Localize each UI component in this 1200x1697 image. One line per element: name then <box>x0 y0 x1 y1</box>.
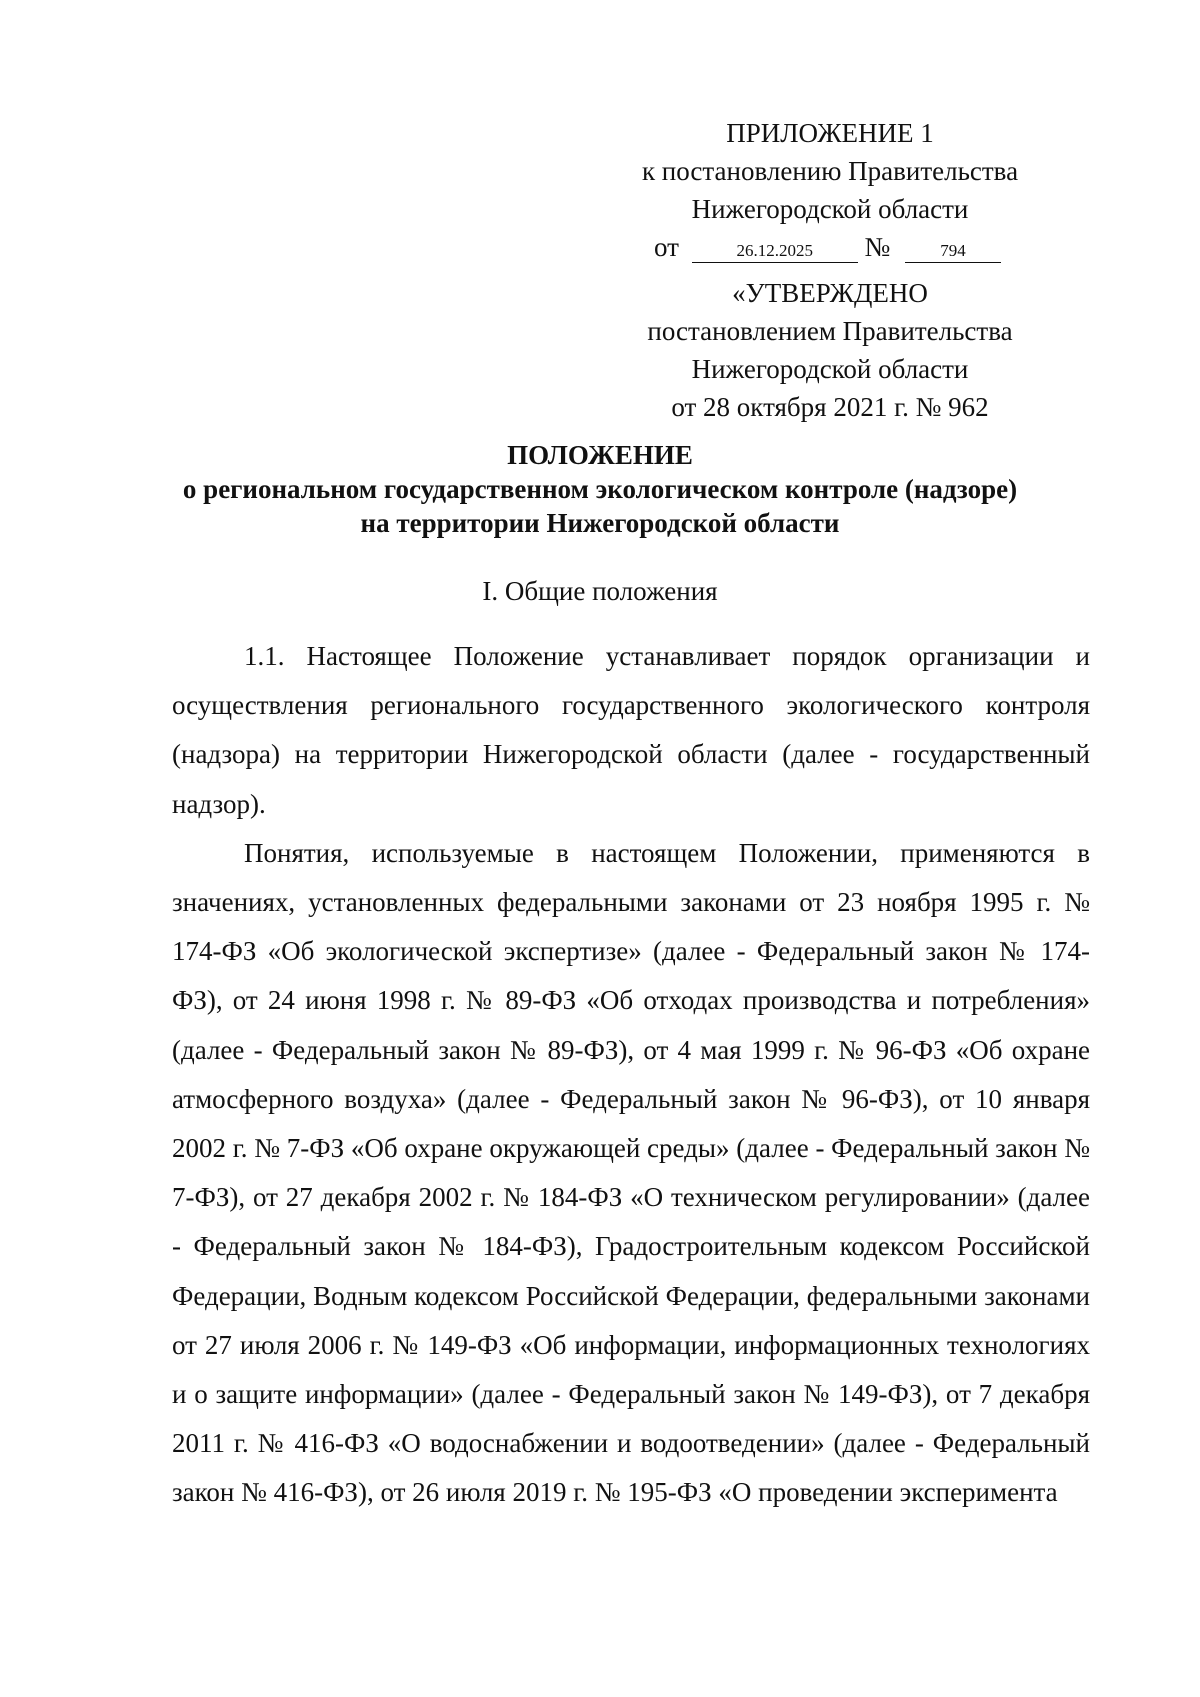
appendix-stamp <box>600 114 1060 266</box>
appendix-label: ПРИЛОЖЕНИЕ 1 <box>726 118 934 148</box>
title-subject: о региональном государственном экологическом контроле (надзоре) <box>182 474 1018 504</box>
paragraph-definitions: Понятия, используемые в настоящем Положении, применяются в значениях, установленных федеральными законами от 23 ноября 1995 г. № 174-ФЗ «Об экологической экспертизе» (далее - Федеральный закон № 174-ФЗ), от 24 июня 1998 г. № 89-ФЗ «Об отходах производства и потребления» (далее - Федеральный закон № 89-ФЗ), от 4 мая 1999 г. № 96-ФЗ «Об охране атмосферного воздуха» (далее - Федеральный закон № 96-ФЗ), от 10 января 2002 г. № 7-ФЗ «Об охране окружающей среды» (далее - Федеральный закон № 7-ФЗ), от 27 декабря 2002 г. № 184-ФЗ «О техническом регулировании» (далее - Федеральный закон № 184-ФЗ), Градостроительным кодексом Российской Федерации, Водным кодексом Российской Федерации, федеральными законами от 27 июля 2006 г. № 149-ФЗ «Об информации, информационных технологиях и о защите информации» (далее - Федеральный закон № 149-ФЗ), от 7 декабря 2011 г. № 416-ФЗ «О водоснабжении и водоотведении» (далее - Федеральный закон № 416-ФЗ), от 26 июля 2019 г. № 195-ФЗ «О проведении эксперимента <box>172 837 1091 1508</box>
paragraph-1-1: 1.1. Настоящее Положение устанавливает порядок организации и осуществления регионального государственного экологического контроля (надзора) на территории Нижегородской области (далее - государственный надзор). <box>172 641 1090 819</box>
approval-stamp <box>600 274 1060 426</box>
approval-label: «УТВЕРЖДЕНО <box>732 278 928 308</box>
section-heading: I. Общие положения <box>482 576 718 606</box>
approval-date-line: от 28 октября 2021 г. № 962 <box>671 392 989 422</box>
number-sign: № <box>864 232 891 262</box>
appendix-resolution-line: к постановлению Правительства <box>641 156 1019 186</box>
title-main: ПОЛОЖЕНИЕ <box>507 440 693 470</box>
approval-resolution-line: постановлением Правительства <box>647 316 1013 346</box>
date-prefix: от <box>654 232 679 262</box>
appendix-reference-line <box>600 228 1060 266</box>
document-body <box>172 632 1090 1518</box>
appendix-region-line: Нижегородской области <box>691 194 969 224</box>
document-title <box>150 438 1050 540</box>
title-territory: на территории Нижегородской области <box>360 508 840 538</box>
resolution-date-field: 26.12.2025 <box>692 240 858 263</box>
resolution-number-field: 794 <box>905 240 1001 263</box>
approval-region-line: Нижегородской области <box>691 354 969 384</box>
